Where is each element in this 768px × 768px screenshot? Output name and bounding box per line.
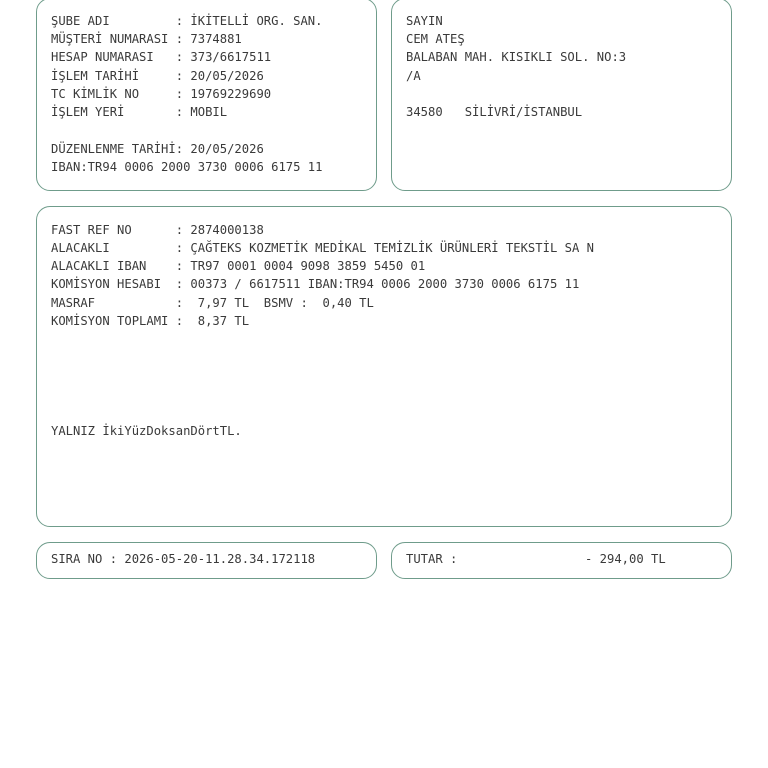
tc-id-number: TC KİMLİK NO : 19769229690	[51, 87, 272, 101]
salutation: SAYIN	[406, 14, 443, 28]
sequence-number: SIRA NO : 2026-05-20-11.28.34.172118	[51, 552, 316, 566]
recipient-name: CEM ATEŞ	[406, 32, 465, 46]
address-city: 34580 SİLİVRİ/İSTANBUL	[406, 105, 583, 119]
transaction-date: İŞLEM TARİHİ : 20/05/2026	[51, 69, 264, 83]
amount-in-words: YALNIZ İkiYüzDoksanDörtTL.	[51, 424, 242, 438]
transaction-place: İŞLEM YERİ : MOBIL	[51, 105, 228, 119]
amount-label: TUTAR :	[406, 552, 458, 566]
fee-line: MASRAF : 7,97 TL BSMV : 0,40 TL	[51, 296, 374, 310]
issue-date: DÜZENLENME TARİHİ: 20/05/2026	[51, 142, 264, 156]
account-iban: IBAN:TR94 0006 2000 3730 0006 6175 11	[51, 160, 323, 174]
recipient-address-box	[391, 0, 732, 191]
creditor: ALACAKLI : ÇAĞTEKS KOZMETİK MEDİKAL TEMİZLİK ÜRÜNLERİ TEKSTİL SA N	[51, 241, 594, 255]
customer-number: MÜŞTERİ NUMARASI : 7374881	[51, 32, 242, 46]
creditor-iban: ALACAKLI IBAN : TR97 0001 0004 9098 3859 5450 01	[51, 259, 426, 273]
branch-name: ŞUBE ADI : İKİTELLİ ORG. SAN.	[51, 14, 323, 28]
commission-account: KOMİSYON HESABI : 00373 / 6617511 IBAN:TR94 0006 2000 3730 0006 6175 11	[51, 277, 580, 291]
amount-value: - 294,00 TL	[585, 552, 666, 566]
commission-total: KOMİSYON TOPLAMI : 8,37 TL	[51, 314, 250, 328]
address-street: BALABAN MAH. KISIKLI SOL. NO:3	[406, 50, 627, 64]
address-street-cont: /A	[406, 69, 421, 83]
account-number: HESAP NUMARASI : 373/6617511	[51, 50, 272, 64]
fast-ref-number: FAST REF NO : 2874000138	[51, 223, 264, 237]
